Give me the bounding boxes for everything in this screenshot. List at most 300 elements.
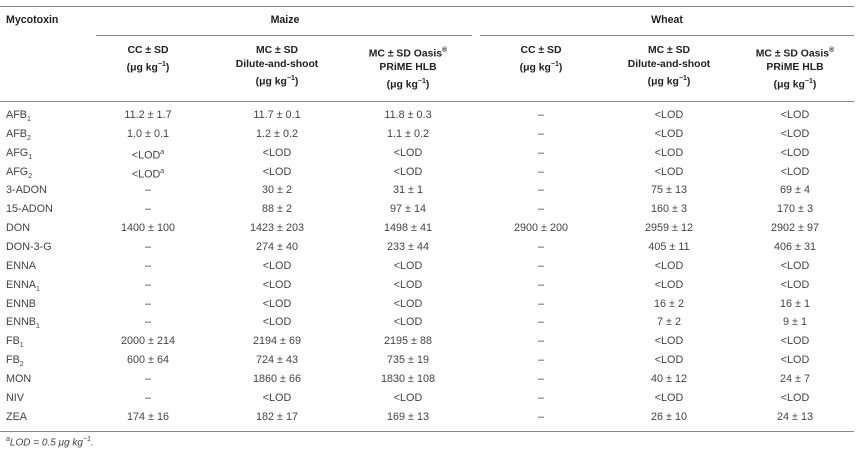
table-cell xyxy=(344,238,472,256)
table-cell xyxy=(213,313,341,331)
cell-value: 9 ± 1 xyxy=(783,316,807,329)
cell-value: 1830 ± 108 xyxy=(381,372,435,385)
cell-value: <LOD xyxy=(654,146,684,159)
cell-value: 97 ± 14 xyxy=(390,203,426,216)
cell-value: <LOD xyxy=(780,391,810,404)
registered-mark: ® xyxy=(829,47,835,54)
mycotoxin-name xyxy=(6,219,30,237)
table-cell xyxy=(731,332,858,350)
table-row xyxy=(0,332,858,350)
mycotoxin-label: ENNA xyxy=(6,278,36,291)
table-cell xyxy=(477,313,605,331)
cell-value: 182 ± 17 xyxy=(256,410,298,423)
table-cell xyxy=(731,257,858,275)
wheat-subrule xyxy=(480,35,854,36)
table-cell xyxy=(213,351,341,369)
table-row xyxy=(0,219,858,237)
cell-value: – xyxy=(537,184,544,197)
cell-value: 16 ± 1 xyxy=(780,297,810,310)
cell-value: <LOD xyxy=(393,259,423,272)
table-row xyxy=(0,238,858,256)
table-cell xyxy=(731,163,858,181)
mycotoxin-subscript: 2 xyxy=(19,361,24,369)
cell-value: 2900 ± 200 xyxy=(514,222,568,235)
cell-value: <LOD xyxy=(780,109,810,121)
cell-value: <LOD xyxy=(393,391,423,404)
column-header-line1: MC ± SD Oasis xyxy=(368,48,443,60)
cell-value: <LOD xyxy=(654,259,684,272)
cell-value: <LOD xyxy=(780,335,810,348)
mycotoxin-name xyxy=(6,370,31,388)
cell-value: 735 ± 19 xyxy=(387,354,429,367)
table-cell xyxy=(84,351,212,369)
cell-value: <LOD xyxy=(654,165,684,178)
cell-value: 2194 ± 69 xyxy=(253,335,301,348)
cell-value: – xyxy=(144,259,151,272)
table-cell xyxy=(213,370,341,388)
table-cell xyxy=(344,313,472,331)
column-header-line3: (μg kg xyxy=(386,79,418,91)
table-cell xyxy=(477,408,605,426)
cell-value: – xyxy=(537,278,544,291)
table-cell xyxy=(605,200,733,218)
table-cell xyxy=(605,106,733,124)
table-cell xyxy=(605,257,733,275)
cell-value: 170 ± 3 xyxy=(777,203,813,216)
cell-value: 169 ± 13 xyxy=(387,410,429,423)
cell-value: 24 ± 13 xyxy=(777,410,813,423)
cell-value: 233 ± 44 xyxy=(387,240,429,253)
table-cell xyxy=(477,332,605,350)
cell-value: – xyxy=(537,259,544,272)
cell-value: <LOD xyxy=(131,168,161,181)
table-cell xyxy=(84,313,212,331)
table-cell xyxy=(731,295,858,313)
cell-value: <LOD xyxy=(262,165,292,178)
table-cell xyxy=(344,125,472,143)
cell-value: – xyxy=(537,410,544,423)
table-cell xyxy=(84,219,212,237)
table-row xyxy=(0,125,858,143)
cell-value: <LOD xyxy=(780,278,810,291)
footnote xyxy=(6,436,94,448)
table-cell xyxy=(477,276,605,294)
cell-value: <LOD xyxy=(654,109,684,121)
mycotoxin-label: MON xyxy=(6,372,32,385)
table-cell xyxy=(605,144,733,162)
cell-value: <LOD xyxy=(780,354,810,367)
table-cell xyxy=(605,389,733,407)
unit-close: ) xyxy=(558,62,563,74)
table-cell xyxy=(344,144,472,162)
table-cell xyxy=(84,389,212,407)
cell-value: <LOD xyxy=(654,354,684,367)
mycotoxin-name xyxy=(6,295,36,313)
column-header-2 xyxy=(213,44,341,89)
column-header-line3: (μg kg xyxy=(255,76,287,88)
cell-value: 2000 ± 214 xyxy=(121,335,175,348)
cell-value: – xyxy=(537,146,544,159)
unit-exponent: −1 xyxy=(157,61,166,68)
column-header-line2: PRiME HLB xyxy=(379,62,437,74)
mycotoxin-name xyxy=(6,389,24,407)
cell-value: – xyxy=(144,203,151,216)
table-cell xyxy=(477,370,605,388)
unit-close: ) xyxy=(812,79,817,91)
table-cell xyxy=(477,200,605,218)
footnote-end: . xyxy=(90,437,94,449)
table-cell xyxy=(477,106,605,124)
table-row xyxy=(0,257,858,275)
mycotoxin-subscript: 1 xyxy=(19,342,24,350)
column-header-line2: (μg kg xyxy=(126,62,158,74)
cell-value: – xyxy=(144,184,151,197)
cell-value: 2902 ± 97 xyxy=(771,222,819,235)
table-cell xyxy=(84,200,212,218)
column-header-line1: MC ± SD xyxy=(647,45,691,56)
cell-value: – xyxy=(144,372,151,385)
table-cell xyxy=(605,332,733,350)
unit-exponent: −1 xyxy=(804,78,813,86)
table-cell xyxy=(213,389,341,407)
table-cell xyxy=(213,332,341,350)
table-cell xyxy=(605,219,733,237)
table-cell xyxy=(477,295,605,313)
cell-value: 75 ± 13 xyxy=(651,184,687,197)
footnote-ref: a xyxy=(160,167,165,175)
mycotoxin-subscript: 2 xyxy=(27,135,31,142)
cell-value: 2959 ± 12 xyxy=(645,222,693,235)
table-cell xyxy=(84,106,212,124)
table-row xyxy=(0,200,858,218)
cell-value: 69 ± 4 xyxy=(780,184,810,197)
footnote-ref: a xyxy=(160,148,165,156)
table-cell xyxy=(213,181,341,199)
maize-header: Maize xyxy=(270,14,300,26)
table-cell xyxy=(477,125,605,143)
cell-value: – xyxy=(144,297,151,310)
table-cell xyxy=(84,332,212,350)
column-header-1 xyxy=(84,44,212,75)
column-header-4 xyxy=(477,44,605,75)
mycotoxin-label: 15-ADON xyxy=(6,203,53,216)
mycotoxin-label: FB xyxy=(6,335,20,348)
column-header-line1: MC ± SD Oasis xyxy=(755,48,830,60)
cell-value: <LOD xyxy=(131,149,161,162)
table-cell xyxy=(344,295,472,313)
cell-value: 1400 ± 100 xyxy=(121,222,175,235)
mycotoxin-name xyxy=(6,238,52,256)
cell-value: – xyxy=(144,240,151,253)
table-cell xyxy=(731,181,858,199)
table-cell xyxy=(344,219,472,237)
cell-value: 24 ± 7 xyxy=(780,372,810,385)
mycotoxin-label: 3-ADON xyxy=(6,184,47,197)
wheat-header: Wheat xyxy=(651,14,683,26)
cell-value: 405 ± 11 xyxy=(648,240,690,253)
table-cell xyxy=(605,238,733,256)
table-cell xyxy=(84,144,212,165)
footnote-mark: a xyxy=(6,436,10,443)
table-cell xyxy=(344,408,472,426)
table-cell xyxy=(344,163,472,181)
cell-value: <LOD xyxy=(262,297,292,310)
cell-value: 1.1 ± 0.2 xyxy=(387,127,429,140)
cell-value: 26 ± 10 xyxy=(651,410,687,423)
mycotoxin-label: DON-3-G xyxy=(6,240,52,253)
mycotoxin-name xyxy=(6,181,47,199)
cell-value: 1860 ± 66 xyxy=(253,372,301,385)
table-cell xyxy=(731,389,858,407)
mycotoxin-label: ENNB xyxy=(6,316,36,329)
mycotoxin-label: AFG xyxy=(6,165,29,178)
cell-value: <LOD xyxy=(780,127,810,140)
mycotoxin-label: FB xyxy=(6,354,20,367)
cell-value: <LOD xyxy=(262,278,292,291)
cell-value: <LOD xyxy=(262,259,292,272)
cell-value: <LOD xyxy=(393,316,423,329)
table-cell xyxy=(605,125,733,143)
cell-value: <LOD xyxy=(780,259,810,272)
mycotoxin-subscript: 2 xyxy=(28,172,33,180)
table-cell xyxy=(731,106,858,124)
mycotoxin-subscript: 1 xyxy=(36,323,40,331)
table-cell xyxy=(731,370,858,388)
column-header-line2: (μg kg xyxy=(519,62,551,74)
column-header-line1: CC ± SD xyxy=(127,45,169,56)
footnote-text: LOD = 0.5 μg kg xyxy=(9,437,83,449)
cell-value: 30 ± 2 xyxy=(262,184,292,197)
cell-value: – xyxy=(144,316,151,329)
cell-value: 160 ± 3 xyxy=(651,203,687,216)
mycotoxin-name xyxy=(6,408,27,426)
table-cell xyxy=(731,351,858,369)
table-cell xyxy=(344,389,472,407)
cell-value: <LOD xyxy=(393,278,423,291)
table-cell xyxy=(213,295,341,313)
cell-value: 174 ± 16 xyxy=(127,410,169,423)
column-header-3 xyxy=(344,44,472,93)
table-row xyxy=(0,370,858,388)
mycotoxin-subscript: 1 xyxy=(28,153,33,161)
cell-value: 11.8 ± 0.3 xyxy=(384,109,432,121)
table-cell xyxy=(605,295,733,313)
column-header-line1: CC ± SD xyxy=(520,45,562,56)
table-row xyxy=(0,313,858,331)
table-cell xyxy=(344,181,472,199)
table-cell xyxy=(84,125,212,143)
column-header-line2: Dilute-and-shoot xyxy=(235,59,319,70)
registered-mark: ® xyxy=(442,47,448,54)
table-row xyxy=(0,144,858,162)
table-cell xyxy=(605,408,733,426)
cell-value: <LOD xyxy=(654,335,684,348)
table-cell xyxy=(605,181,733,199)
unit-close: ) xyxy=(165,62,170,74)
unit-close: ) xyxy=(294,76,299,88)
table-cell xyxy=(344,200,472,218)
table-row xyxy=(0,295,858,313)
cell-value: <LOD xyxy=(262,391,292,404)
mycotoxin-label: AFB xyxy=(6,127,27,140)
unit-exponent: −1 xyxy=(286,75,295,82)
table-cell xyxy=(605,163,733,181)
cell-value: 7 ± 2 xyxy=(657,316,681,329)
table-row xyxy=(0,408,858,426)
table-cell xyxy=(731,125,858,143)
table-cell xyxy=(84,276,212,294)
table-cell xyxy=(84,181,212,199)
mycotoxin-label: AFG xyxy=(6,146,29,159)
cell-value: 40 ± 12 xyxy=(651,372,687,385)
cell-value: 1498 ± 41 xyxy=(384,222,432,235)
unit-exponent: −1 xyxy=(550,61,559,68)
mycotoxin-subscript: 1 xyxy=(27,116,31,124)
table-cell xyxy=(731,219,858,237)
column-header-line1: MC ± SD xyxy=(255,45,299,56)
table-cell xyxy=(731,200,858,218)
table-cell xyxy=(213,276,341,294)
cell-value: 2195 ± 88 xyxy=(384,335,432,348)
column-header-5 xyxy=(605,44,733,89)
unit-exponent: −1 xyxy=(417,78,426,86)
mycotoxin-name xyxy=(6,200,53,218)
table-cell xyxy=(213,163,341,181)
table-cell xyxy=(344,370,472,388)
column-header-6 xyxy=(731,44,858,93)
cell-value: 724 ± 43 xyxy=(256,354,298,367)
table-row xyxy=(0,351,858,369)
table-cell xyxy=(477,163,605,181)
mycotoxin-label: AFB xyxy=(6,109,27,121)
cell-value: <LOD xyxy=(393,297,423,310)
cell-value: <LOD xyxy=(393,146,423,159)
table-cell xyxy=(477,181,605,199)
table-cell xyxy=(344,257,472,275)
mycotoxin-subscript: 1 xyxy=(36,285,40,293)
table-cell xyxy=(477,219,605,237)
table-cell xyxy=(731,313,858,331)
mycotoxin-label: ENNA xyxy=(6,259,36,272)
table-cell xyxy=(213,125,341,143)
table-cell xyxy=(605,370,733,388)
cell-value: – xyxy=(537,354,544,367)
header-bottom-rule xyxy=(0,101,854,102)
cell-value: – xyxy=(144,391,151,404)
unit-exponent: −1 xyxy=(678,75,687,82)
table-row xyxy=(0,106,858,124)
cell-value: 88 ± 2 xyxy=(262,203,292,216)
table-cell xyxy=(213,219,341,237)
mycotoxin-label: ENNB xyxy=(6,297,36,310)
table-row xyxy=(0,276,858,294)
bottom-rule xyxy=(0,431,854,432)
table-cell xyxy=(213,408,341,426)
mycotoxin-label: DON xyxy=(6,222,30,235)
table-cell xyxy=(731,144,858,162)
table-row xyxy=(0,181,858,199)
table-cell xyxy=(84,238,212,256)
cell-value: 11.7 ± 0.1 xyxy=(253,109,301,121)
footnote-exp: −1 xyxy=(82,436,91,443)
table-cell xyxy=(84,163,212,184)
table-cell xyxy=(605,313,733,331)
cell-value: 600 ± 64 xyxy=(127,354,169,367)
unit-close: ) xyxy=(686,76,691,88)
table-cell xyxy=(605,351,733,369)
table-cell xyxy=(477,389,605,407)
cell-value: – xyxy=(537,127,544,140)
mycotoxin-label: ZEA xyxy=(6,410,27,423)
cell-value: <LOD xyxy=(393,165,423,178)
table-cell xyxy=(344,276,472,294)
table-cell xyxy=(84,408,212,426)
table-cell xyxy=(84,295,212,313)
cell-value: – xyxy=(537,316,544,329)
maize-subrule xyxy=(96,35,472,36)
cell-value: – xyxy=(537,203,544,216)
table-cell xyxy=(84,370,212,388)
table-cell xyxy=(731,276,858,294)
table-cell xyxy=(344,351,472,369)
cell-value: 1423 ± 203 xyxy=(250,222,304,235)
cell-value: – xyxy=(537,240,544,253)
cell-value: <LOD xyxy=(654,278,684,291)
table-cell xyxy=(213,200,341,218)
cell-value: 1.0 ± 0.1 xyxy=(127,127,169,140)
cell-value: <LOD xyxy=(654,127,684,140)
cell-value: – xyxy=(537,372,544,385)
table-row xyxy=(0,389,858,407)
table-cell xyxy=(213,144,341,162)
table-cell xyxy=(344,332,472,350)
cell-value: <LOD xyxy=(780,146,810,159)
cell-value: 31 ± 1 xyxy=(393,184,423,197)
cell-value: – xyxy=(537,335,544,348)
cell-value: 406 ± 31 xyxy=(774,240,816,253)
table-cell xyxy=(213,106,341,124)
cell-value: – xyxy=(537,297,544,310)
table-row xyxy=(0,163,858,181)
table-cell xyxy=(213,238,341,256)
table-cell xyxy=(84,257,212,275)
cell-value: – xyxy=(144,278,151,291)
mycotoxin-label: NIV xyxy=(6,391,24,404)
cell-value: – xyxy=(537,165,544,178)
column-header-line2: PRiME HLB xyxy=(766,62,824,74)
cell-value: 274 ± 40 xyxy=(256,240,298,253)
column-header-line2: Dilute-and-shoot xyxy=(627,59,711,70)
table-cell xyxy=(605,276,733,294)
table-cell xyxy=(477,257,605,275)
table-cell xyxy=(213,257,341,275)
cell-value: <LOD xyxy=(780,165,810,178)
unit-close: ) xyxy=(425,79,430,91)
cell-value: <LOD xyxy=(262,146,292,159)
table-cell xyxy=(731,408,858,426)
mycotoxin-name xyxy=(6,257,36,275)
column-header-line3: (μg kg xyxy=(773,79,805,91)
cell-value: <LOD xyxy=(262,316,292,329)
table-cell xyxy=(731,238,858,256)
cell-value: 11.2 ± 1.7 xyxy=(124,109,172,121)
mycotoxin-header: Mycotoxin xyxy=(6,14,59,26)
column-header-line3: (μg kg xyxy=(647,76,679,88)
cell-value: <LOD xyxy=(654,391,684,404)
table-cell xyxy=(477,144,605,162)
cell-value: 16 ± 2 xyxy=(654,297,684,310)
top-rule xyxy=(0,6,854,7)
